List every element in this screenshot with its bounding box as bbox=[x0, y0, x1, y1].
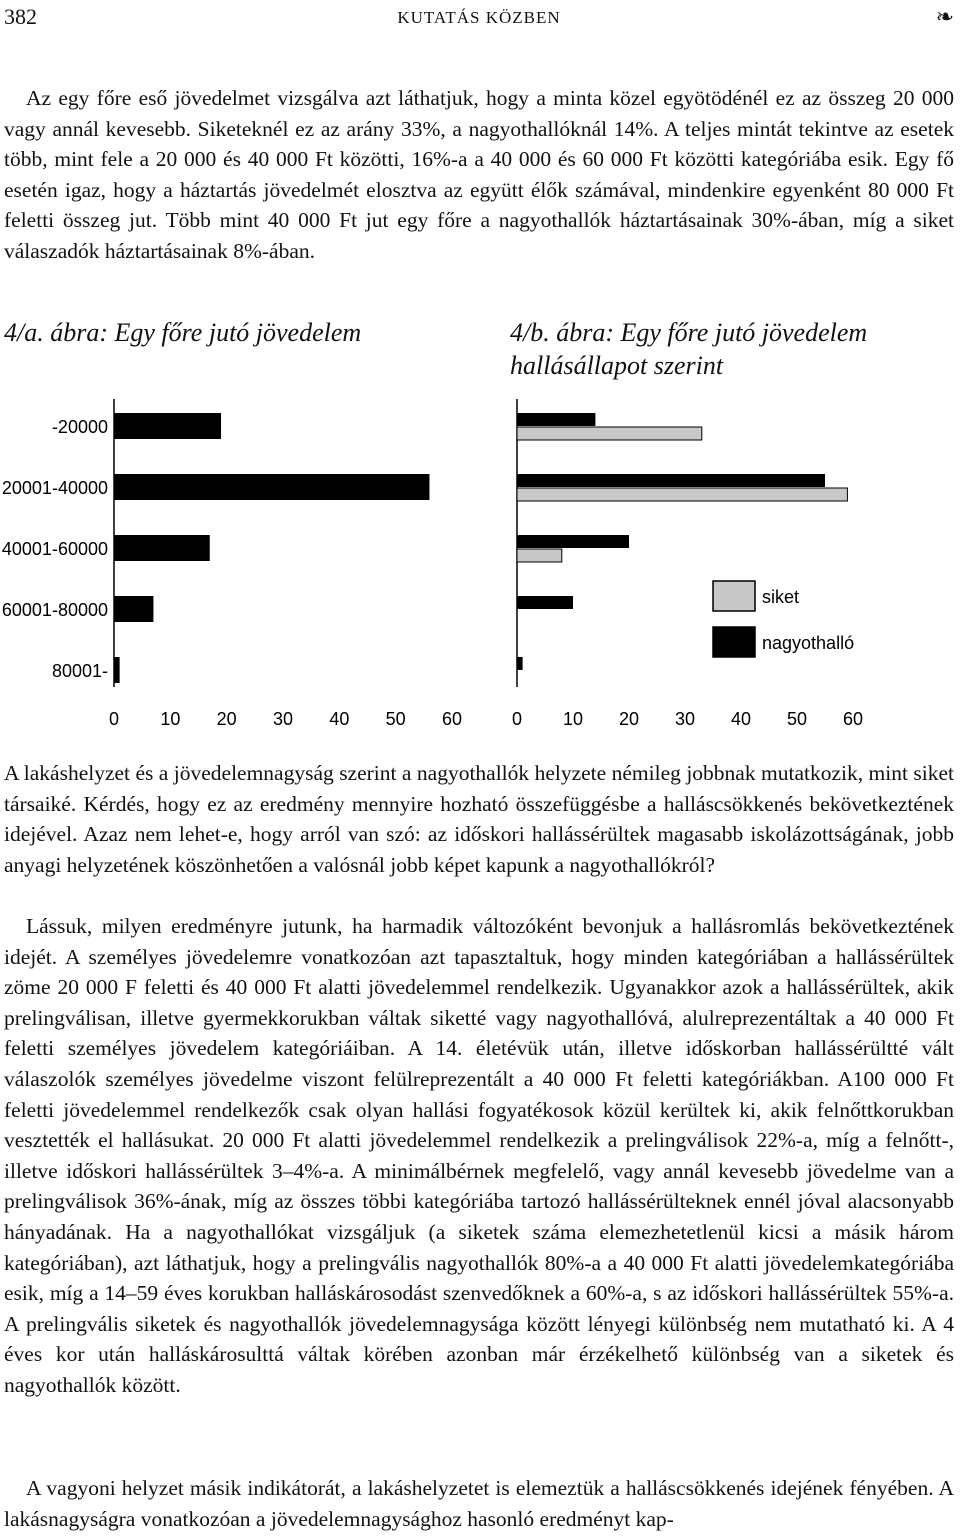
legend-label-siket: siket bbox=[762, 587, 800, 607]
figure-b-title-line1: 4/b. ábra: Egy főre jutó jövedelem bbox=[510, 318, 868, 347]
x-tick-label: 10 bbox=[562, 709, 584, 729]
chart-income-by-hearing-status bbox=[480, 395, 960, 740]
x-tick-label: 0 bbox=[108, 709, 120, 729]
bar-nagyothallo bbox=[517, 413, 595, 426]
bar-siket bbox=[517, 427, 702, 440]
x-tick-label: 30 bbox=[674, 709, 696, 729]
x-tick-label: 40 bbox=[730, 709, 752, 729]
bar-nagyothallo bbox=[517, 535, 629, 548]
legend-swatch-siket bbox=[713, 581, 755, 611]
fleuron-ornament: ❧ bbox=[935, 4, 954, 29]
category-label: 20001-40000 bbox=[1, 478, 108, 498]
bar bbox=[114, 596, 153, 622]
figure-a-title: 4/a. ábra: Egy főre jutó jövedelem bbox=[4, 318, 362, 347]
category-label: 60001-80000 bbox=[1, 600, 108, 620]
x-tick-label: 60 bbox=[441, 709, 463, 729]
category-label: -20000 bbox=[51, 417, 108, 437]
legend-swatch-nagyothallo bbox=[713, 627, 755, 657]
bar bbox=[114, 535, 210, 561]
running-title: KUTATÁS KÖZBEN bbox=[397, 8, 561, 27]
x-tick-label: 0 bbox=[511, 709, 523, 729]
x-tick-label: 10 bbox=[160, 709, 181, 729]
x-tick-label: 60 bbox=[842, 709, 864, 729]
x-tick-label: 50 bbox=[385, 709, 406, 729]
category-label: 40001-60000 bbox=[1, 539, 108, 559]
paragraph-income-intro: Az egy főre eső jövedelmet vizsgálva azt láthatjuk, hogy a minta közel egyötödénél ez az összeg 20 000 vagy annál kevesebb. Siketeknél ez az arány 33%, a nagyothallóknál 14%. A teljes mintát tekintve az esetek több, mint fele a 20 000 és 40 000 Ft közötti, 16%-a a 40 000 és 60 000 Ft közötti kategóriába esik. Egy fő esetén igaz, hogy a háztartás jövedelmét elosztva az együtt élők számával, mindenkire egyenként 80 000 Ft feletti összeg jut. Több mint 40 000 Ft jut egy főre a nagyothallók háztartásainak 30%-ában, míg a siket válaszadók háztartásainak 8%-ában. bbox=[4, 86, 954, 263]
paragraph-onset-analysis: Lássuk, milyen eredményre jutunk, ha harmadik változóként bevonjuk a hallásromlás bekövetkeztének idejét. A személyes jövedelemre vonatkozóan azt tapasztaltuk, hogy minden kategóriában a hallássérültek zöme 20 000 F feletti és 40 000 Ft alatti jövedelemmel rendelkezik. Ugyanakkor azok a hallássérültek, akik prelingválisan, illetve gyermekkorukban váltak siketté vagy nagyothallóvá, alulreprezentáltak a 40 000 Ft feletti személyes jövedelem kategóriáiban. A 14. életévük után, illetve időskorban hallássérültté vált válaszolók személyes jövedelme viszont felülreprezentált a 40 000 Ft feletti kategóriákban. A100 000 Ft feletti jövedelemmel rendelkezők csak olyan hallási fogyatékosok közül kerültek ki, akik felnőttkorukban vesztették el hallásukat. 20 000 Ft alatti jövedelemmel rendelkezik a prelingválisok 22%-a, míg a felnőtt-, illetve időskori hallássérültek 3–4%-a. A minimálbérnek megfelelő, vagy annál kevesebb jövedelme van a prelingválisok 36%-ának, míg az összes többi kategóriába tartozó hallássérülteknek ennél jóval alacsonyabb hányadának. Ha a nagyothallókat vizsgáljuk (a siketek száma elemezhetetlenül kicsi a másik három kategóriában), azt láthatjuk, hogy a prelingvális nagyothallók 80%-a a 40 000 Ft alatti jövedelemkategóriába esik, míg a 14–59 éves korukban halláskárosodást szenvedőknek a 60%-a, s az időskori hallássérültek 55%-a. A prelingvális siketek és nagyothallók jövedelemnagysága között lényegi különbség nem mutatható ki. A 4 éves kor után halláskárosulttá váltak körében azonban már érzékelhető különbség van a siketek és nagyothallók között. bbox=[4, 914, 954, 1397]
page-header bbox=[4, 4, 954, 30]
x-tick-label: 20 bbox=[216, 709, 237, 729]
legend-label-nagyothallo: nagyothalló bbox=[762, 633, 855, 653]
bar-nagyothallo bbox=[517, 474, 825, 487]
chart-income-per-capita bbox=[0, 395, 480, 740]
x-tick-label: 30 bbox=[272, 709, 294, 729]
category-label: 80001- bbox=[51, 661, 108, 681]
figure-b-title bbox=[510, 316, 867, 382]
bar-siket bbox=[517, 549, 562, 562]
x-tick-label: 50 bbox=[786, 709, 808, 729]
x-tick-label: 20 bbox=[618, 709, 640, 729]
paragraph-wealth-indicator: A vagyoni helyzet másik indikátorát, a lakáshelyzetet is elemeztük a halláscsökkenés idejének fényében. A lakásnagyságra vonatkozóan a jövedelemnagysághoz hasonló eredményt kap- bbox=[4, 1476, 954, 1531]
bar bbox=[114, 657, 120, 683]
paragraph-housing-income: A lakáshelyzet és a jövedelemnagyság szerint a nagyothallók helyzete némileg jobbnak mutatkozik, mint siket társaiké. Kérdés, hogy ez az eredmény mennyire hozható összefüggésbe a halláscsökkenés bekövetkeztének idejével. Azaz nem lehet-e, hogy arról van szó: az időskori hallássérültek magasabb iskolázottságának, jobb anyagi helyzetének köszönhetően a valósnál jobb képet kapunk a nagyothallókról? bbox=[4, 761, 954, 877]
x-tick-label: 40 bbox=[329, 709, 350, 729]
bar-siket bbox=[517, 488, 847, 501]
bar-nagyothallo bbox=[517, 657, 523, 670]
figure-b-title-line2: hallásállapot szerint bbox=[510, 351, 724, 380]
bar bbox=[114, 474, 429, 500]
page-number: 382 bbox=[4, 4, 37, 29]
bar-nagyothallo bbox=[517, 596, 573, 609]
bar bbox=[114, 413, 221, 439]
